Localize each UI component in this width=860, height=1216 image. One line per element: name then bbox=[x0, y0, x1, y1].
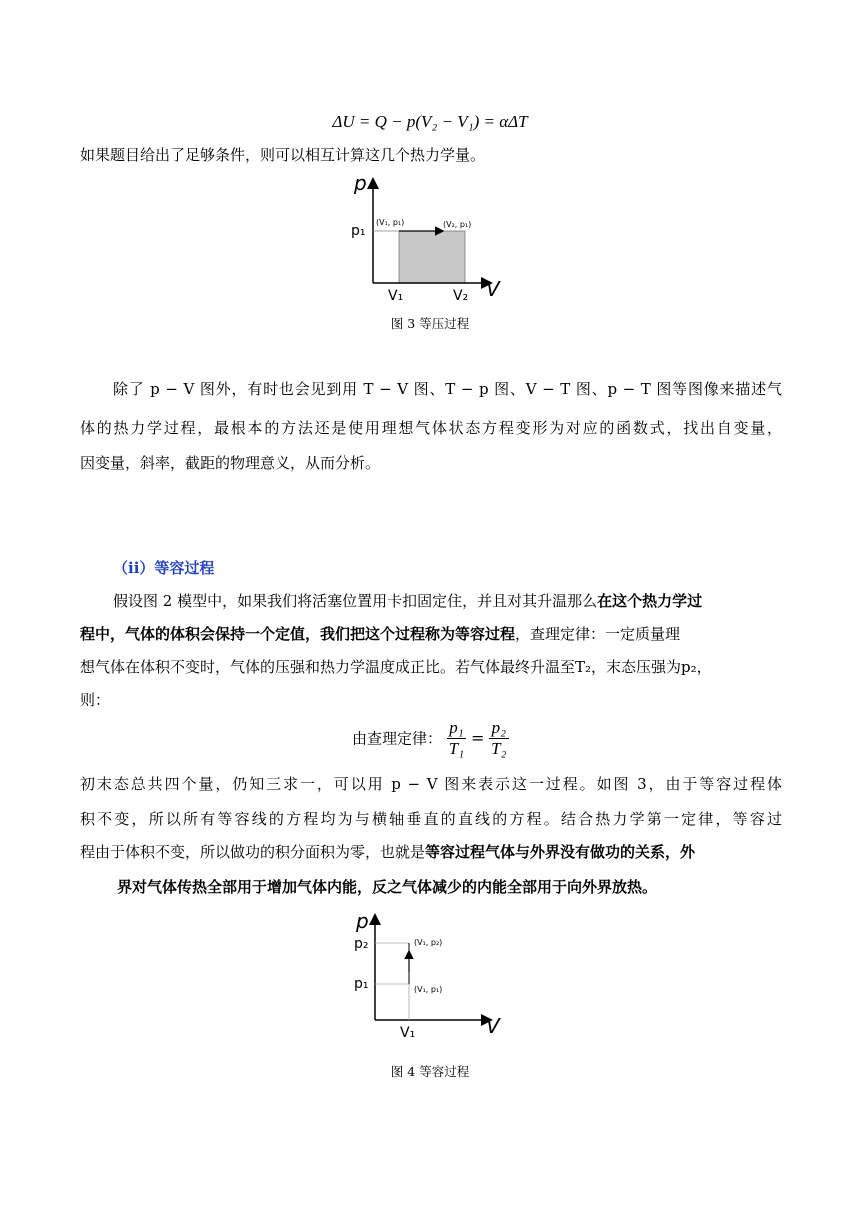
numerator: p₂ bbox=[489, 718, 508, 739]
text-run: 程由于体积不变，所以做功的积分面积为零，也就是 bbox=[80, 843, 426, 861]
axis-label-p: p bbox=[356, 909, 369, 933]
paragraph-line: 因变量，斜率，截距的物理意义，从而分析。 bbox=[80, 454, 381, 472]
tick-label-v1: V₁ bbox=[400, 1025, 416, 1041]
section-heading: （ii）等容过程 bbox=[113, 559, 215, 577]
energy-equation: ΔU = Q − p(V₂ − V₁) = αΔT bbox=[332, 112, 528, 131]
paragraph-line: 想气体在体积不变时，气体的压强和热力学温度成正比。若气体最终升温至T₂，末态压强为p₂， bbox=[80, 658, 712, 676]
paragraph-line: 体的热力学过程，最根本的方法还是使用理想气体状态方程变形为对应的函数式，找出自变量， bbox=[80, 419, 782, 437]
point-label-end: (V₂, p₁) bbox=[443, 220, 472, 229]
paragraph-line: 则： bbox=[80, 691, 111, 709]
tick-label-p1: p₁ bbox=[354, 976, 369, 992]
axis-label-v: V bbox=[486, 1014, 500, 1038]
tick-label-v1: V₁ bbox=[388, 288, 404, 304]
figure-4-isochoric-pv-diagram bbox=[340, 906, 520, 1042]
tick-label-p1: p₁ bbox=[351, 223, 366, 239]
paragraph-line: 初末态总共四个量，仍知三求一，可以用 p − V 图来表示这一过程。如图 3，由于等容过程体 bbox=[80, 775, 782, 793]
paragraph-line bbox=[80, 845, 782, 860]
tick-label-p2: p₂ bbox=[354, 936, 369, 952]
paragraph-line: 界对气体传热全部用于增加气体内能，反之气体减少的内能全部用于向外界放热。 bbox=[117, 878, 658, 896]
point-label-low: (V₁, p₁) bbox=[414, 985, 443, 994]
point-label-start: (V₁, p₁) bbox=[376, 218, 405, 227]
fraction-left bbox=[447, 718, 466, 758]
denominator: T₁ bbox=[448, 738, 465, 758]
axis-label-p: p bbox=[354, 172, 367, 195]
text-run: 假设图 2 模型中，如果我们将活塞位置用卡扣固定住，并且对其升温那么 bbox=[113, 592, 598, 610]
bold-text-run: 在这个热力学过 bbox=[597, 592, 703, 610]
figure-3-isobaric-pv-diagram bbox=[340, 172, 520, 304]
text-run: ，查理定律：一定质量理 bbox=[515, 625, 681, 643]
tick-label-v2: V₂ bbox=[453, 288, 469, 304]
denominator: T₂ bbox=[491, 738, 507, 758]
work-area-shade bbox=[399, 231, 465, 283]
axis-label-v: V bbox=[486, 277, 500, 301]
formula-label: 由查理定律： bbox=[352, 729, 443, 748]
paragraph-line bbox=[80, 627, 782, 642]
paragraph-line: 除了 p − V 图外，有时也会见到用 T − V 图、T − p 图、V − T 图、p − T 图等图像来描述气 bbox=[113, 380, 782, 398]
equals-sign: = bbox=[470, 728, 485, 748]
paragraph-line bbox=[113, 594, 782, 609]
figure-3-caption: 图 3 等压过程 bbox=[390, 316, 470, 331]
charles-law-formula bbox=[352, 718, 509, 758]
bold-text-run: 程中，气体的体积会保持一个定值，我们把这个过程称为等容过程 bbox=[80, 625, 516, 643]
point-label-high: (V₁, p₂) bbox=[414, 938, 443, 947]
figure-4-caption: 图 4 等容过程 bbox=[390, 1064, 470, 1079]
paragraph-line: 积不变，所以所有等容线的方程均为与横轴垂直的直线的方程。结合热力学第一定律，等容过 bbox=[80, 810, 782, 828]
fraction-right bbox=[489, 718, 508, 758]
bold-text-run: 等容过程气体与外界没有做功的关系，外 bbox=[425, 843, 696, 861]
numerator: p₁ bbox=[447, 718, 466, 739]
paragraph-line: 如果题目给出了足够条件，则可以相互计算这几个热力学量。 bbox=[80, 146, 486, 164]
